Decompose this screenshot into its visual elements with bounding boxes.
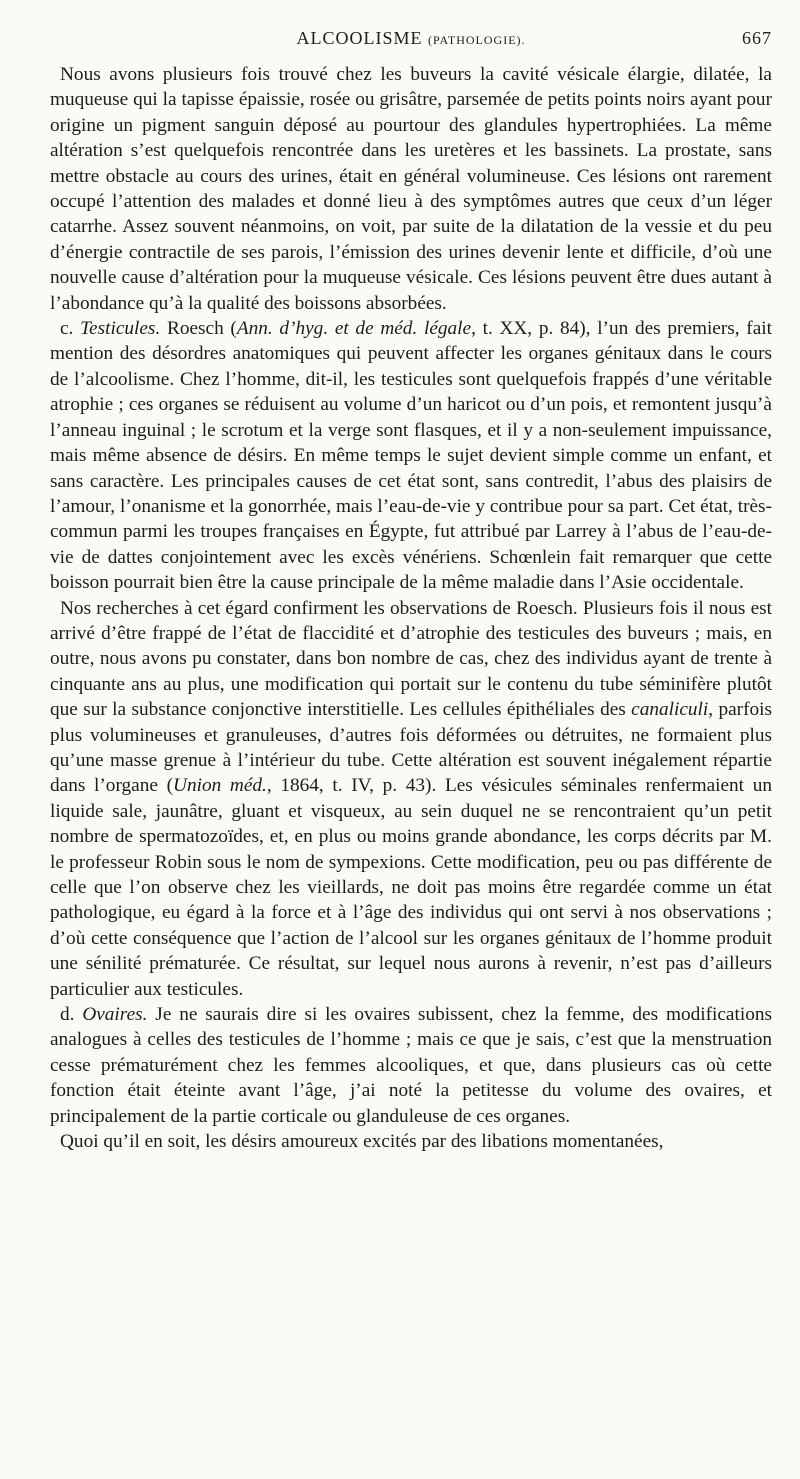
section-heading-ovaires: Ovaires. xyxy=(82,1004,148,1026)
citation: Ann. d’hyg. et de méd. légale xyxy=(236,318,472,340)
paragraph-observations xyxy=(50,596,772,1003)
paragraph-text: , t. XX, p. 84), l’un des premiers, fait mention des désordres anatomiques qui peuvent affecter les organes génitaux dans le cours de l’alcoolisme. Chez l’homme, dit-il, les testicules sont quelquefois frappés d’une véritable atrophie ; ces organes se réduisent au volume d’un haricot ou d’un pois, et remontent jusqu’à l’anneau inguinal ; le scrotum et la verge sont flasques, et il y a non-seulement impuissance, mais même absence de désirs. En même temps le sujet devient simple comme un enfant, et sans caractère. Les principales causes de cet état sont, sans contredit, l’abus des plaisirs de l’amour, l’onanisme et la gonorrhée, mais l’eau-de-vie y contribue pour sa part. Cet état, très-commun parmi les troupes françaises en Égypte, fut attribué par Larrey à l’abus de l’eau-de-vie de dattes conjointement avec les excès vénériens. Schœnlein fait remarquer que cette boisson pourrait bien être la cause principale de la même maladie dans l’Asie occidentale. xyxy=(50,318,772,594)
running-title xyxy=(296,28,525,49)
paragraph-final: Quoi qu’il en soit, les désirs amoureux excités par des libations momentanées, xyxy=(60,1131,664,1153)
section-label: d. xyxy=(60,1004,75,1026)
paragraph-text: Je ne saurais dire si les ovaires subissent, chez la femme, des modifications analogues à celles des testicules de l’homme ; mais ce que je sais, c’est que la menstruation cesse prématurément chez les femmes alcooliques, et que, dans plusieurs cas où cette fonction était éteinte avant l’âge, j’ai noté la petitesse du volume des ovaires, et principalement de la partie corticale ou glanduleuse de ces organes. xyxy=(50,1004,772,1127)
citation: Union méd. xyxy=(173,775,267,797)
paragraph-text: , 1864, t. IV, p. 43). Les vésicules séminales renfermaient un liquide sale, jaunâtre, gluant et visqueux, au sein duquel ne se rencontraient qu’un petit nombre de spermatozoïdes, et, en plus ou moins grande abondance, les corps décrits par M. le professeur Robin sous le nom de sympexions. Cette modification, peu ou pas différente de celle que l’on observe chez les vieillards, ne doit pas moins être regardée comme un état pathologique, eu égard à la force et à l’âge des individus qui ont servi à nos observations ; d’où cette conséquence que l’action de l’alcool sur les organes génitaux de l’homme produit une sénilité prématurée. Ce résultat, sur lequel nous aurons à revenir, n’est pas d’ailleurs particulier aux testicules. xyxy=(50,775,772,1000)
paragraph-text: Nos recherches à cet égard confirment les observations de Roesch. Plusieurs fois il nous est arrivé d’être frappé de l’état de flaccidité et d’atrophie des testicules des buveurs ; mais, en outre, nous avons pu constater, dans bon nombre de cas, chez des individus ayant de trente à cinquante ans au plus, une modification qui portait sur le contenu du tube séminifère plutôt que sur la substance conjonctive interstitielle. Les cellules épithéliales des xyxy=(50,597,772,721)
paragraph-bladder: Nous avons plusieurs fois trouvé chez les buveurs la cavité vésicale élargie, dilatée, la muqueuse qui la tapisse épaissie, rosée ou grisâtre, parsemée de petits points noirs ayant pour origine un pigment sanguin déposé au pourtour des glandules hypertrophiées. La même altération s’est quelquefois rencontrée dans les uretères et les bassinets. La prostate, sans mettre obstacle au cours des urines, était en général volumineuse. Ces lésions ont rarement occupé l’attention des malades et donné lieu à des symptômes autres que ceux d’un léger catarrhe. Assez souvent néanmoins, on voit, par suite de la dilatation de la vessie et du peu d’énergie contractile de ses parois, l’émission des urines devenir lente et difficile, d’où une nouvelle cause d’altération pour la muqueuse vésicale. Ces lésions peuvent être dues autant à l’abondance qu’à la qualité des boissons absorbées. xyxy=(50,64,772,314)
running-title-main: ALCOOLISME xyxy=(296,28,423,48)
section-heading-testicules: Testicules. xyxy=(80,318,161,340)
paragraph-ovaries xyxy=(50,1002,772,1129)
page-number: 667 xyxy=(742,28,772,48)
section-label: c. xyxy=(60,318,74,340)
paragraph-testicles xyxy=(50,316,772,595)
body-text xyxy=(50,62,772,1154)
running-title-section: (PATHOLOGIE). xyxy=(427,33,526,47)
page xyxy=(50,28,772,1154)
paragraph-text: Roesch ( xyxy=(160,318,237,340)
running-header xyxy=(50,28,772,54)
latin-term: canaliculi xyxy=(631,699,709,721)
paragraph-text: , parfois plus volumineuses et granuleuses, d’autres fois déformées ou détruites, ne formaient plus qu’une masse grenue à l’intérieur du tube. Cette altération est souvent inégalement répartie dans l’organe ( xyxy=(50,699,773,797)
